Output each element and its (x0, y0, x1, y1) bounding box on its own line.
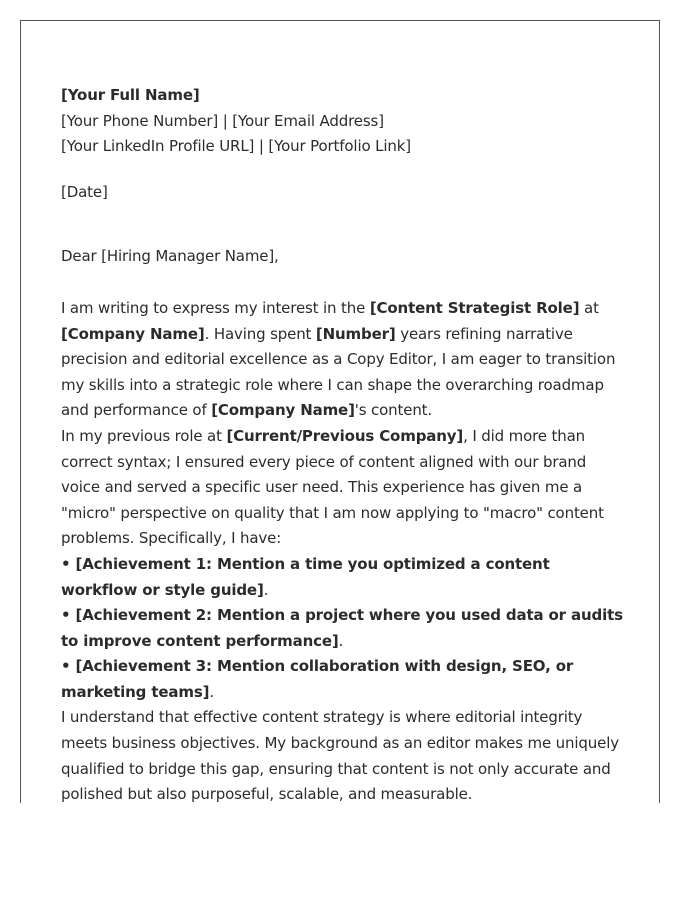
text-run: . (263, 580, 269, 599)
text-run: . (209, 682, 214, 701)
achievement-text: • [Achievement 1: Mention a time you optimized a content workflow or style guide] (61, 554, 550, 599)
separator: | (218, 111, 233, 130)
text-run: . Having spent (204, 324, 316, 343)
portfolio-link: [Your Portfolio Link] (268, 137, 411, 156)
text-run: I am writing to express my interest in the (61, 298, 370, 317)
document-page (20, 20, 660, 803)
achievement-item (61, 552, 623, 603)
achievement-item (61, 603, 623, 654)
contact-header (61, 83, 623, 160)
email-address: [Your Email Address] (232, 111, 384, 130)
achievement-text: • [Achievement 2: Mention a project where you used data or audits to improve content performance] (61, 606, 623, 650)
applicant-name: [Your Full Name] (61, 86, 200, 104)
company-placeholder: [Company Name] (61, 324, 205, 343)
text-run: years refining narrative precision and editorial excellence as a Copy Editor, I am eager to transition my skills into a strategic role where I can shape the overarching roadmap and performance of (61, 324, 616, 420)
contact-line-links (61, 134, 623, 160)
achievement-list (61, 552, 623, 706)
separator: | (254, 137, 269, 156)
text-run: . (338, 631, 344, 650)
years-placeholder: [Number] (315, 324, 396, 343)
paragraph-intro (61, 296, 623, 424)
current-company-placeholder: [Current/Previous Company] (226, 426, 464, 445)
text-run: at (579, 298, 599, 317)
text-run: In my previous role at (61, 426, 227, 445)
text-run: 's content. (354, 401, 433, 420)
cover-letter-body (61, 83, 623, 803)
text-run: , I did more than correct syntax; I ensured every piece of content aligned with our brand voice and served a specific user need. This experience has given me a "micro" perspective on quality that I am now applying to "macro" content problems. Specifically, I have: (61, 426, 604, 548)
salutation: Dear [Hiring Manager Name], (61, 247, 279, 266)
company-placeholder: [Company Name] (211, 401, 355, 420)
achievement-text: • [Achievement 3: Mention collaboration with design, SEO, or marketing teams] (61, 657, 574, 701)
role-placeholder: [Content Strategist Role] (369, 298, 580, 317)
linkedin-url: [Your LinkedIn Profile URL] (61, 137, 255, 156)
letter-date: [Date] (61, 182, 108, 201)
paragraph-closing: I understand that effective content strategy is where editorial integrity meets business objectives. My background as an editor makes me uniquely qualified to bridge this gap, ensuring that content is not only accurate and polished but also purposeful, scalable, and measurable. (61, 708, 619, 803)
achievement-item (61, 654, 623, 705)
contact-line-phone-email (61, 109, 623, 135)
paragraph-experience (61, 424, 623, 552)
phone-number: [Your Phone Number] (61, 111, 219, 130)
